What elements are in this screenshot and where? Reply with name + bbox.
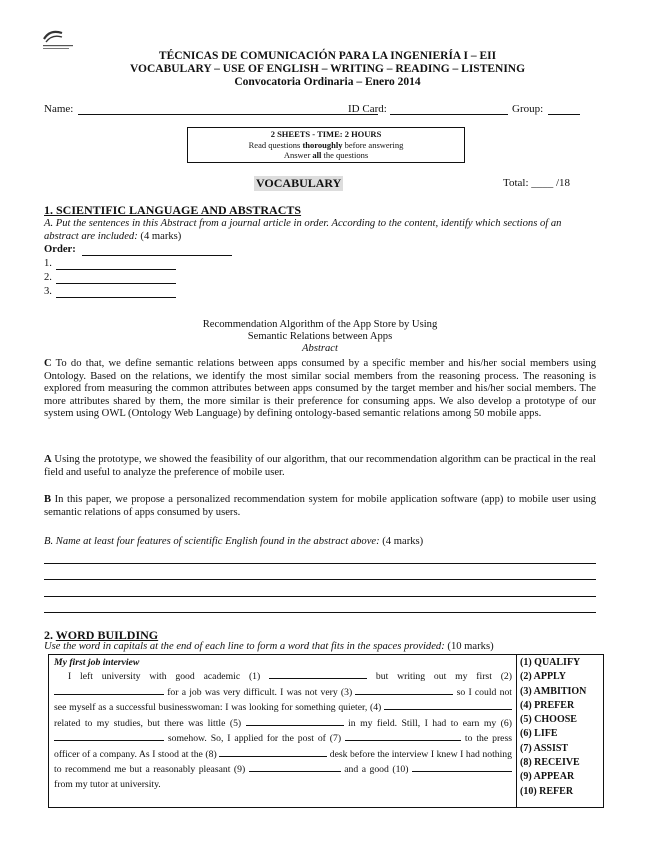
student-info-row xyxy=(44,103,604,117)
word-3: (3) AMBITION xyxy=(520,685,587,697)
word-9: (9) APPEAR xyxy=(520,771,575,783)
word-10: (10) REFER xyxy=(520,785,574,797)
gap-9-field[interactable] xyxy=(249,762,341,772)
gap-4-field[interactable] xyxy=(384,700,512,710)
answer-line[interactable] xyxy=(44,580,596,597)
abstract-paragraph-a: A Using the prototype, we showed the feasibility of our algorithm, that our recommendation algorithm can be practical in the real field and useful to analyze the preference of mobile user. xyxy=(44,454,596,478)
header-skills: VOCABULARY – USE OF ENGLISH – WRITING – READING – LISTENING xyxy=(129,63,526,75)
name-label: Name: xyxy=(44,103,74,115)
answer-line[interactable] xyxy=(44,597,596,614)
abstract-title-line1: Recommendation Algorithm of the App Store by Using xyxy=(202,319,438,330)
story-title: My first job interview xyxy=(54,657,140,668)
read-instruction: Read questions thoroughly before answering xyxy=(248,139,404,150)
word-building-table xyxy=(48,654,604,808)
vocabulary-title: VOCABULARY xyxy=(256,176,342,190)
answer-instruction: Answer all the questions xyxy=(283,150,369,160)
group-label: Group: xyxy=(512,103,544,115)
word-5: (5) CHOOSE xyxy=(520,714,577,726)
order-item-3-field[interactable] xyxy=(56,297,176,298)
gap-6-field[interactable] xyxy=(54,731,164,741)
name-field[interactable] xyxy=(78,114,378,115)
order-items xyxy=(44,258,244,300)
abstract-title-line2: Semantic Relations between Apps xyxy=(247,331,393,342)
word-7: (7) ASSIST xyxy=(520,742,569,754)
order-item: 3. xyxy=(44,286,244,300)
total-score: Total: ____ /18 xyxy=(503,177,571,189)
group-field[interactable] xyxy=(548,114,580,115)
id-card-field[interactable] xyxy=(390,114,508,115)
section1-instruction-b: B. Name at least four features of scientific English found in the abstract above: (4 marks) xyxy=(44,536,424,547)
section2-instruction: Use the word in capitals at the end of each line to form a word that fits in the spaces provided: (10 marks) xyxy=(44,641,494,652)
order-item-2-field[interactable] xyxy=(56,283,176,284)
story-cell xyxy=(49,655,517,807)
order-answer-field[interactable] xyxy=(82,255,232,256)
abstract-heading xyxy=(44,319,596,355)
answer-line[interactable] xyxy=(44,564,596,581)
header-course: TÉCNICAS DE COMUNICACIÓN PARA LA INGENIERÍA I – EII xyxy=(158,50,497,62)
word-6: (6) LIFE xyxy=(520,728,558,740)
section2-title: 2. WORD BUILDING xyxy=(44,628,159,642)
features-answer-lines[interactable] xyxy=(44,547,596,613)
order-row: Order: xyxy=(44,244,304,258)
header-session: Convocatoria Ordinaria – Enero 2014 xyxy=(234,76,421,88)
gap-8-field[interactable] xyxy=(219,747,327,757)
id-card-label: ID Card: xyxy=(348,103,387,115)
answer-line[interactable] xyxy=(44,547,596,564)
gap-5-field[interactable] xyxy=(246,716,344,726)
section1-instruction-a: A. Put the sentences in this Abstract from a journal article in order. According to the content, identify which sections of an abstract are included: (4 marks) xyxy=(44,218,562,242)
abstract-paragraph-c: C To do that, we define semantic relations between apps consumed by a specific member and his/her social members using Ontology. Based on the relations, we identify the most similar social members from the reasoning process. The reasoning is explored from measuring the common attributes between apps consumed by the target member and his/her social members. The more attributes shared by them, the more similar is their preference for consuming apps. We also develop a prototype of our system using OWL (Ontology Web Language) by defining ontology-based semantic relations among 50 mobile apps. xyxy=(44,358,596,420)
sheets-time: 2 SHEETS - TIME: 2 HOURS xyxy=(270,129,382,139)
gap-3-field[interactable] xyxy=(355,685,453,695)
gap-7-field[interactable] xyxy=(345,731,461,741)
abstract-label: Abstract xyxy=(302,343,338,354)
order-item: 1. xyxy=(44,258,244,272)
exam-header xyxy=(0,50,655,89)
abstract-paragraph-b: B In this paper, we propose a personalized recommendation system for mobile application software (app) to mobile user using semantic relations of apps consumed by users. xyxy=(44,494,596,518)
word-1: (1) QUALIFY xyxy=(520,657,581,668)
story-text: I left university with good academic (1) but writing out my first (2) for a job was very difficult. I was not very (3) so I could not see myself as a successful businesswoman: I was looking for something quieter, (4) related to my studies, but there was little (5) in my field. Still, I had to earn my (6) somehow. So, I applied for the post of (7) to the press officer of a company. As I stood at the (8) desk before the interview I knew I had nothing to recommend me but a reasonably pleasant (9) and a good (10) from my tutor at university. xyxy=(54,671,513,790)
word-8: (8) RECEIVE xyxy=(520,757,580,769)
gap-2-field[interactable] xyxy=(54,685,164,695)
instructions-box xyxy=(187,127,465,163)
gap-1-field[interactable] xyxy=(269,669,367,679)
capital-words-cell xyxy=(517,655,603,807)
word-4: (4) PREFER xyxy=(520,699,575,711)
section1-title: 1. SCIENTIFIC LANGUAGE AND ABSTRACTS xyxy=(44,203,302,217)
order-item: 2. xyxy=(44,272,244,286)
order-item-1-field[interactable] xyxy=(56,269,176,270)
word-2: (2) APPLY xyxy=(520,671,567,683)
gap-10-field[interactable] xyxy=(412,762,512,772)
